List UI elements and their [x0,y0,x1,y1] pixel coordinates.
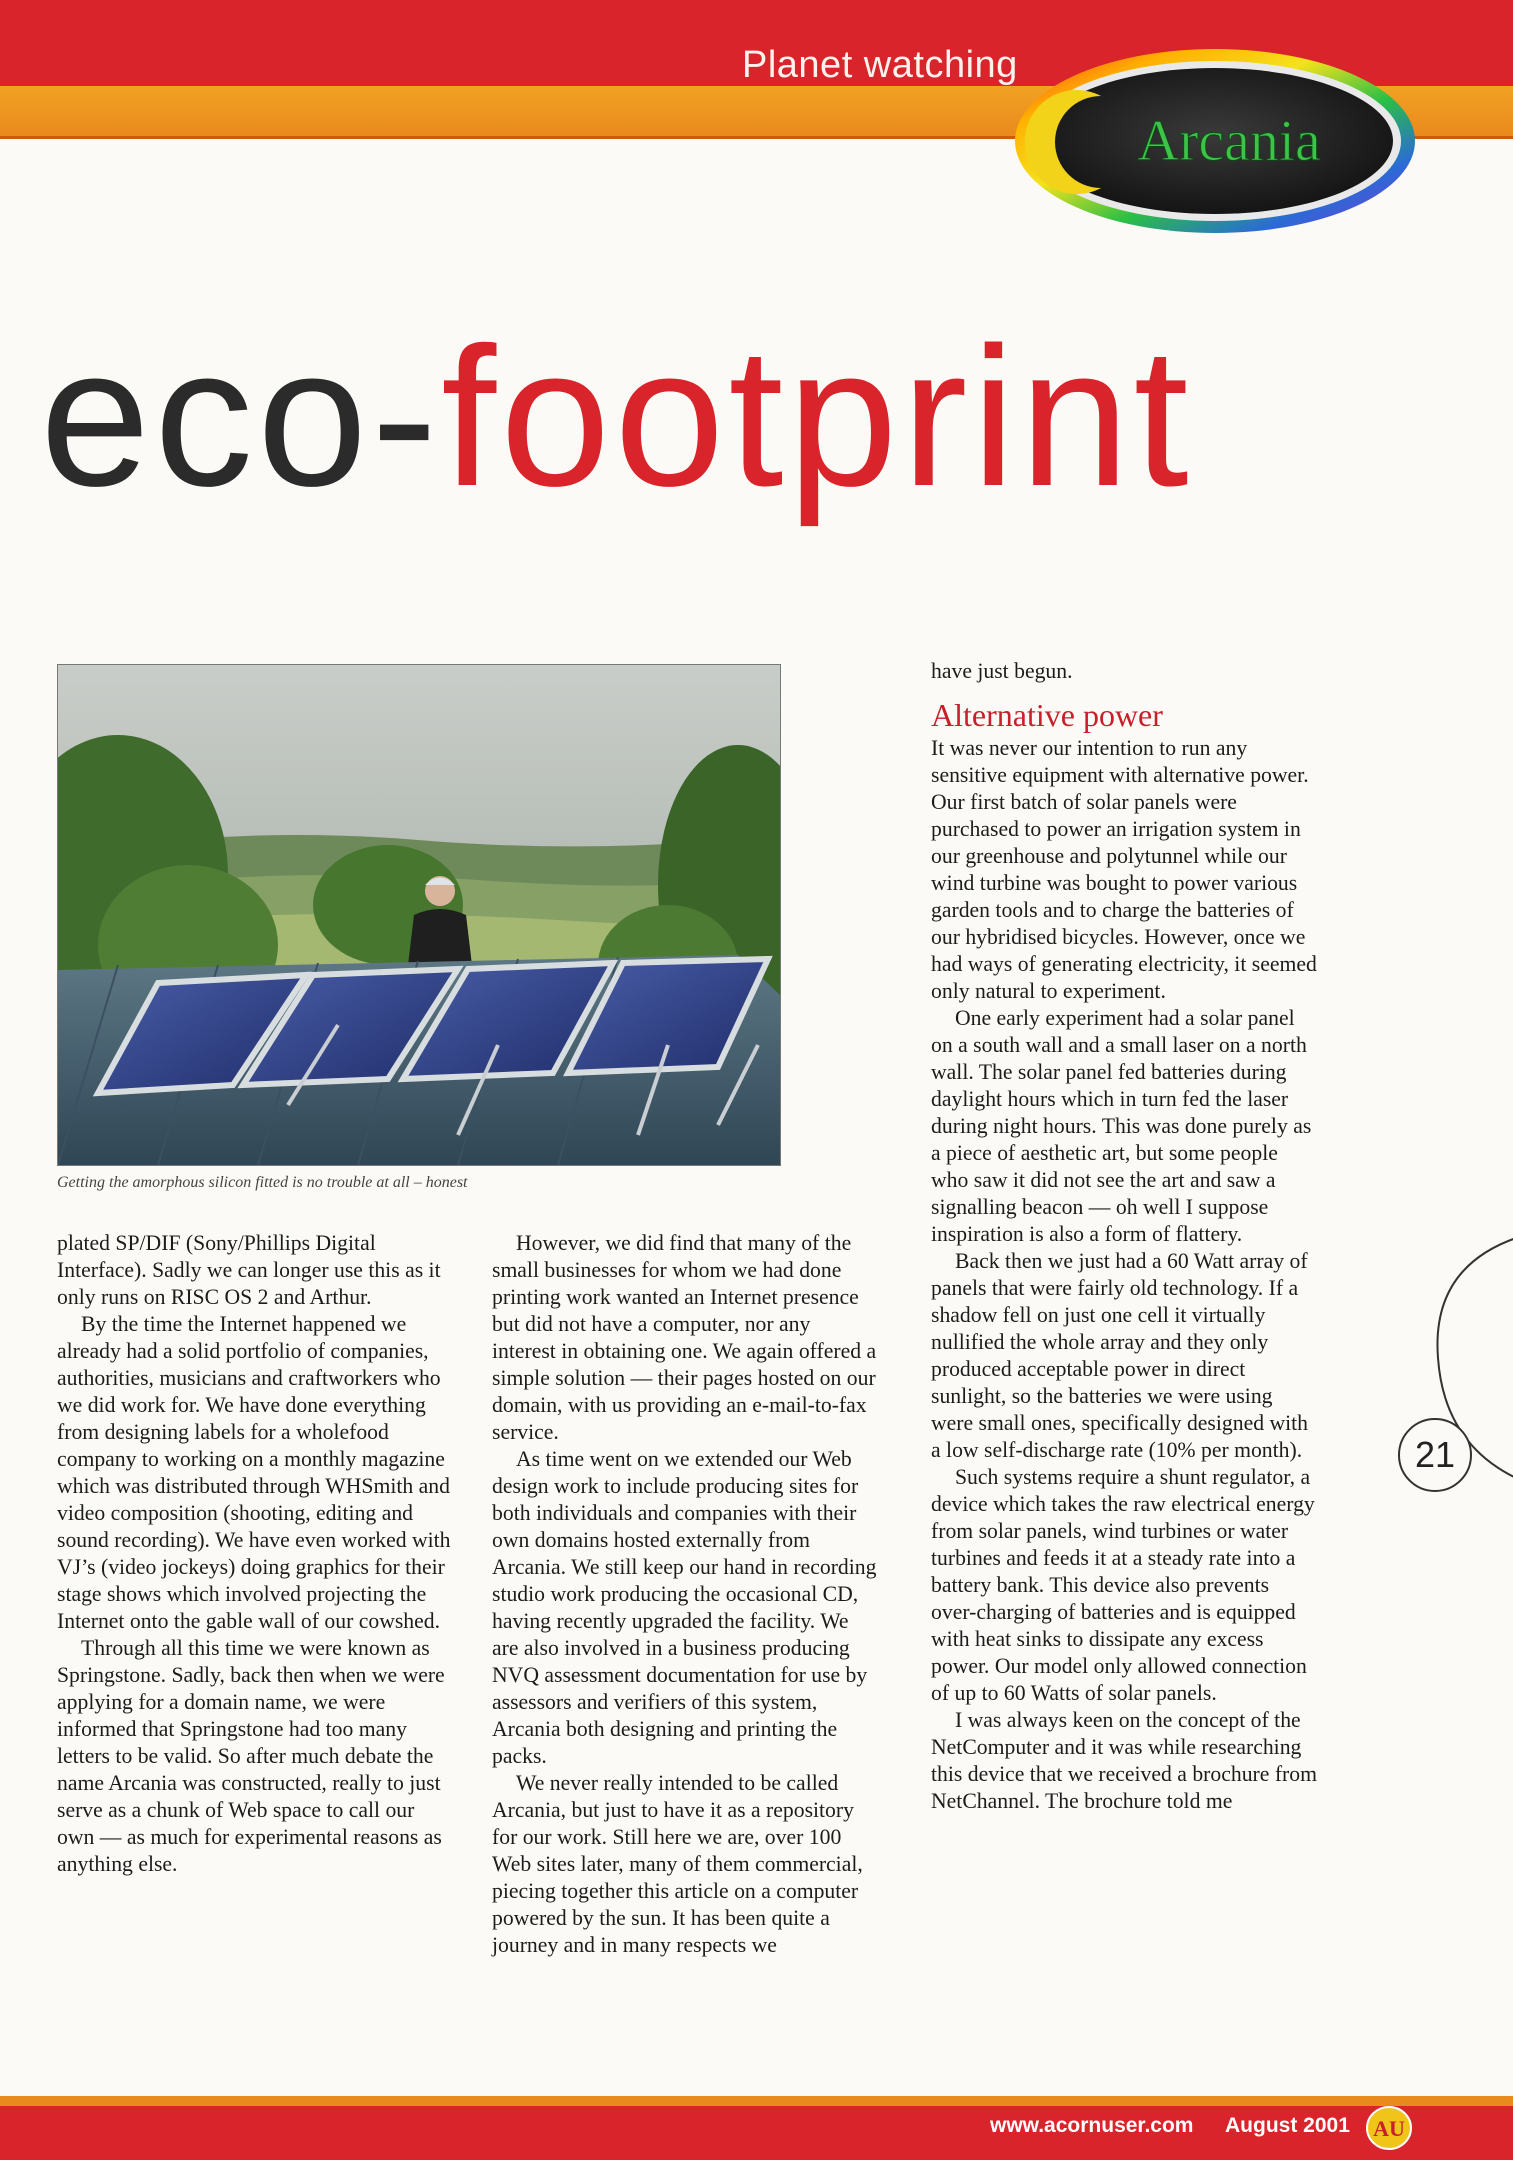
paragraph: I was always keen on the concept of the NetComputer and it was while researching this device that we received a brochure from NetChannel. The brochure told me [931,1708,1317,1813]
paragraph: By the time the Internet happened we already had a solid portfolio of companies, authorities, musicians and craftworkers who we did work for. We have done everything from designing labels for a wholefood company to working on a monthly magazine which was distributed through WHSmith and video composition (shooting, editing and sound recording). We have even worked with VJ’s (video jockeys) doing graphics for their stage shows which involved projecting the Internet onto the gable wall of our cowshed. [57,1312,451,1633]
solar-panels-photo [57,664,781,1166]
arcania-logo [1005,36,1425,246]
article-column-3 [931,658,1319,1815]
headline-part-footprint: footprint [441,306,1193,527]
footer-orange-band [0,2096,1513,2106]
paragraph: One early experiment had a solar panel on a south wall and a small laser on a north wall. The solar panel fed batteries during daylight hours which in turn fed the laser during night hours. This was done purely as a piece of aesthetic art, but some people who saw it did not see the art and saw a signalling beacon — oh well I suppose inspiration is also a form of flattery. [931,1006,1312,1246]
photo-caption: Getting the amorphous silicon fitted is no trouble at all – honest [57,1174,468,1191]
article-column-1 [57,1230,452,1878]
paragraph: have just begun. [931,659,1073,683]
paragraph: plated SP/DIF (Sony/Phillips Digital Interface). Sadly we can longer use this as it only runs on RISC OS 2 and Arthur. [57,1231,441,1309]
page-number: 21 [1398,1418,1472,1492]
paragraph: As time went on we extended our Web design work to include producing sites for both individuals and companies with their own domains hosted externally from Arcania. We still keep our hand in recording studio work producing the occasional CD, having recently upgraded the facility. We are also involved in a business producing NVQ assessment documentation for use by assessors and verifiers of this system, Arcania both designing and printing the packs. [492,1447,877,1768]
section-title: Planet watching [742,44,1018,86]
paragraph: It was never our intention to run any sensitive equipment with alternative power. Our first batch of solar panels were purchased to power an irrigation system in our greenhouse and polytunnel while our wind turbine was bought to power various garden tools and to charge the batteries of our hybridised bicycles. However, once we had ways of generating electricity, it seemed only natural to experiment. [931,736,1317,1003]
headline-part-eco: eco- [40,306,442,527]
acorn-user-logo-text: AU [1373,2116,1405,2141]
acorn-user-logo [1365,2104,1413,2152]
logo-text: Arcania [1137,108,1321,173]
paragraph: Such systems require a shunt regulator, a device which takes the raw electrical energy from solar panels, wind turbines or water turbines and feeds it at a steady rate into a battery bank. This device also prevents over-charging of batteries and is equipped with heat sinks to dissipate any excess power. Our model only allowed connection of up to 60 Watts of solar panels. [931,1465,1315,1705]
article-column-2 [492,1230,879,1959]
footer-url: www.acornuser.com [990,2114,1194,2137]
paragraph: Through all this time we were known as Springstone. Sadly, back then when we were applying for a domain name, we were informed that Springstone had too many letters to be valid. So after much debate the name Arcania was constructed, really to just serve as a chunk of Web space to call our own — as much for experimental reasons as anything else. [57,1636,445,1876]
article-headline [40,306,1193,527]
paragraph: Back then we just had a 60 Watt array of panels that were fairly old technology. If a shadow fell on just one cell it virtually nullified the whole array and they only produced acceptable power in direct sunlight, so the batteries we were using were small ones, specifically designed with a low self-discharge rate (10% per month). [931,1249,1309,1462]
footer-issue-date: August 2001 [1225,2114,1350,2137]
paragraph: However, we did find that many of the small businesses for whom we had done printing work wanted an Internet presence but did not have a computer, nor any interest in obtaining one. We again offered a simple solution — their pages hosted on our domain, with us providing an e-mail-to-fax service. [492,1231,877,1444]
subheading-alternative-power: Alternative power [931,697,1163,733]
paragraph: We never really intended to be called Arcania, but just to have it as a repository for our work. Still here we are, over 100 Web sites later, many of them commercial, piecing together this article on a computer powered by the sun. It has been quite a journey and in many respects we [492,1771,863,1957]
